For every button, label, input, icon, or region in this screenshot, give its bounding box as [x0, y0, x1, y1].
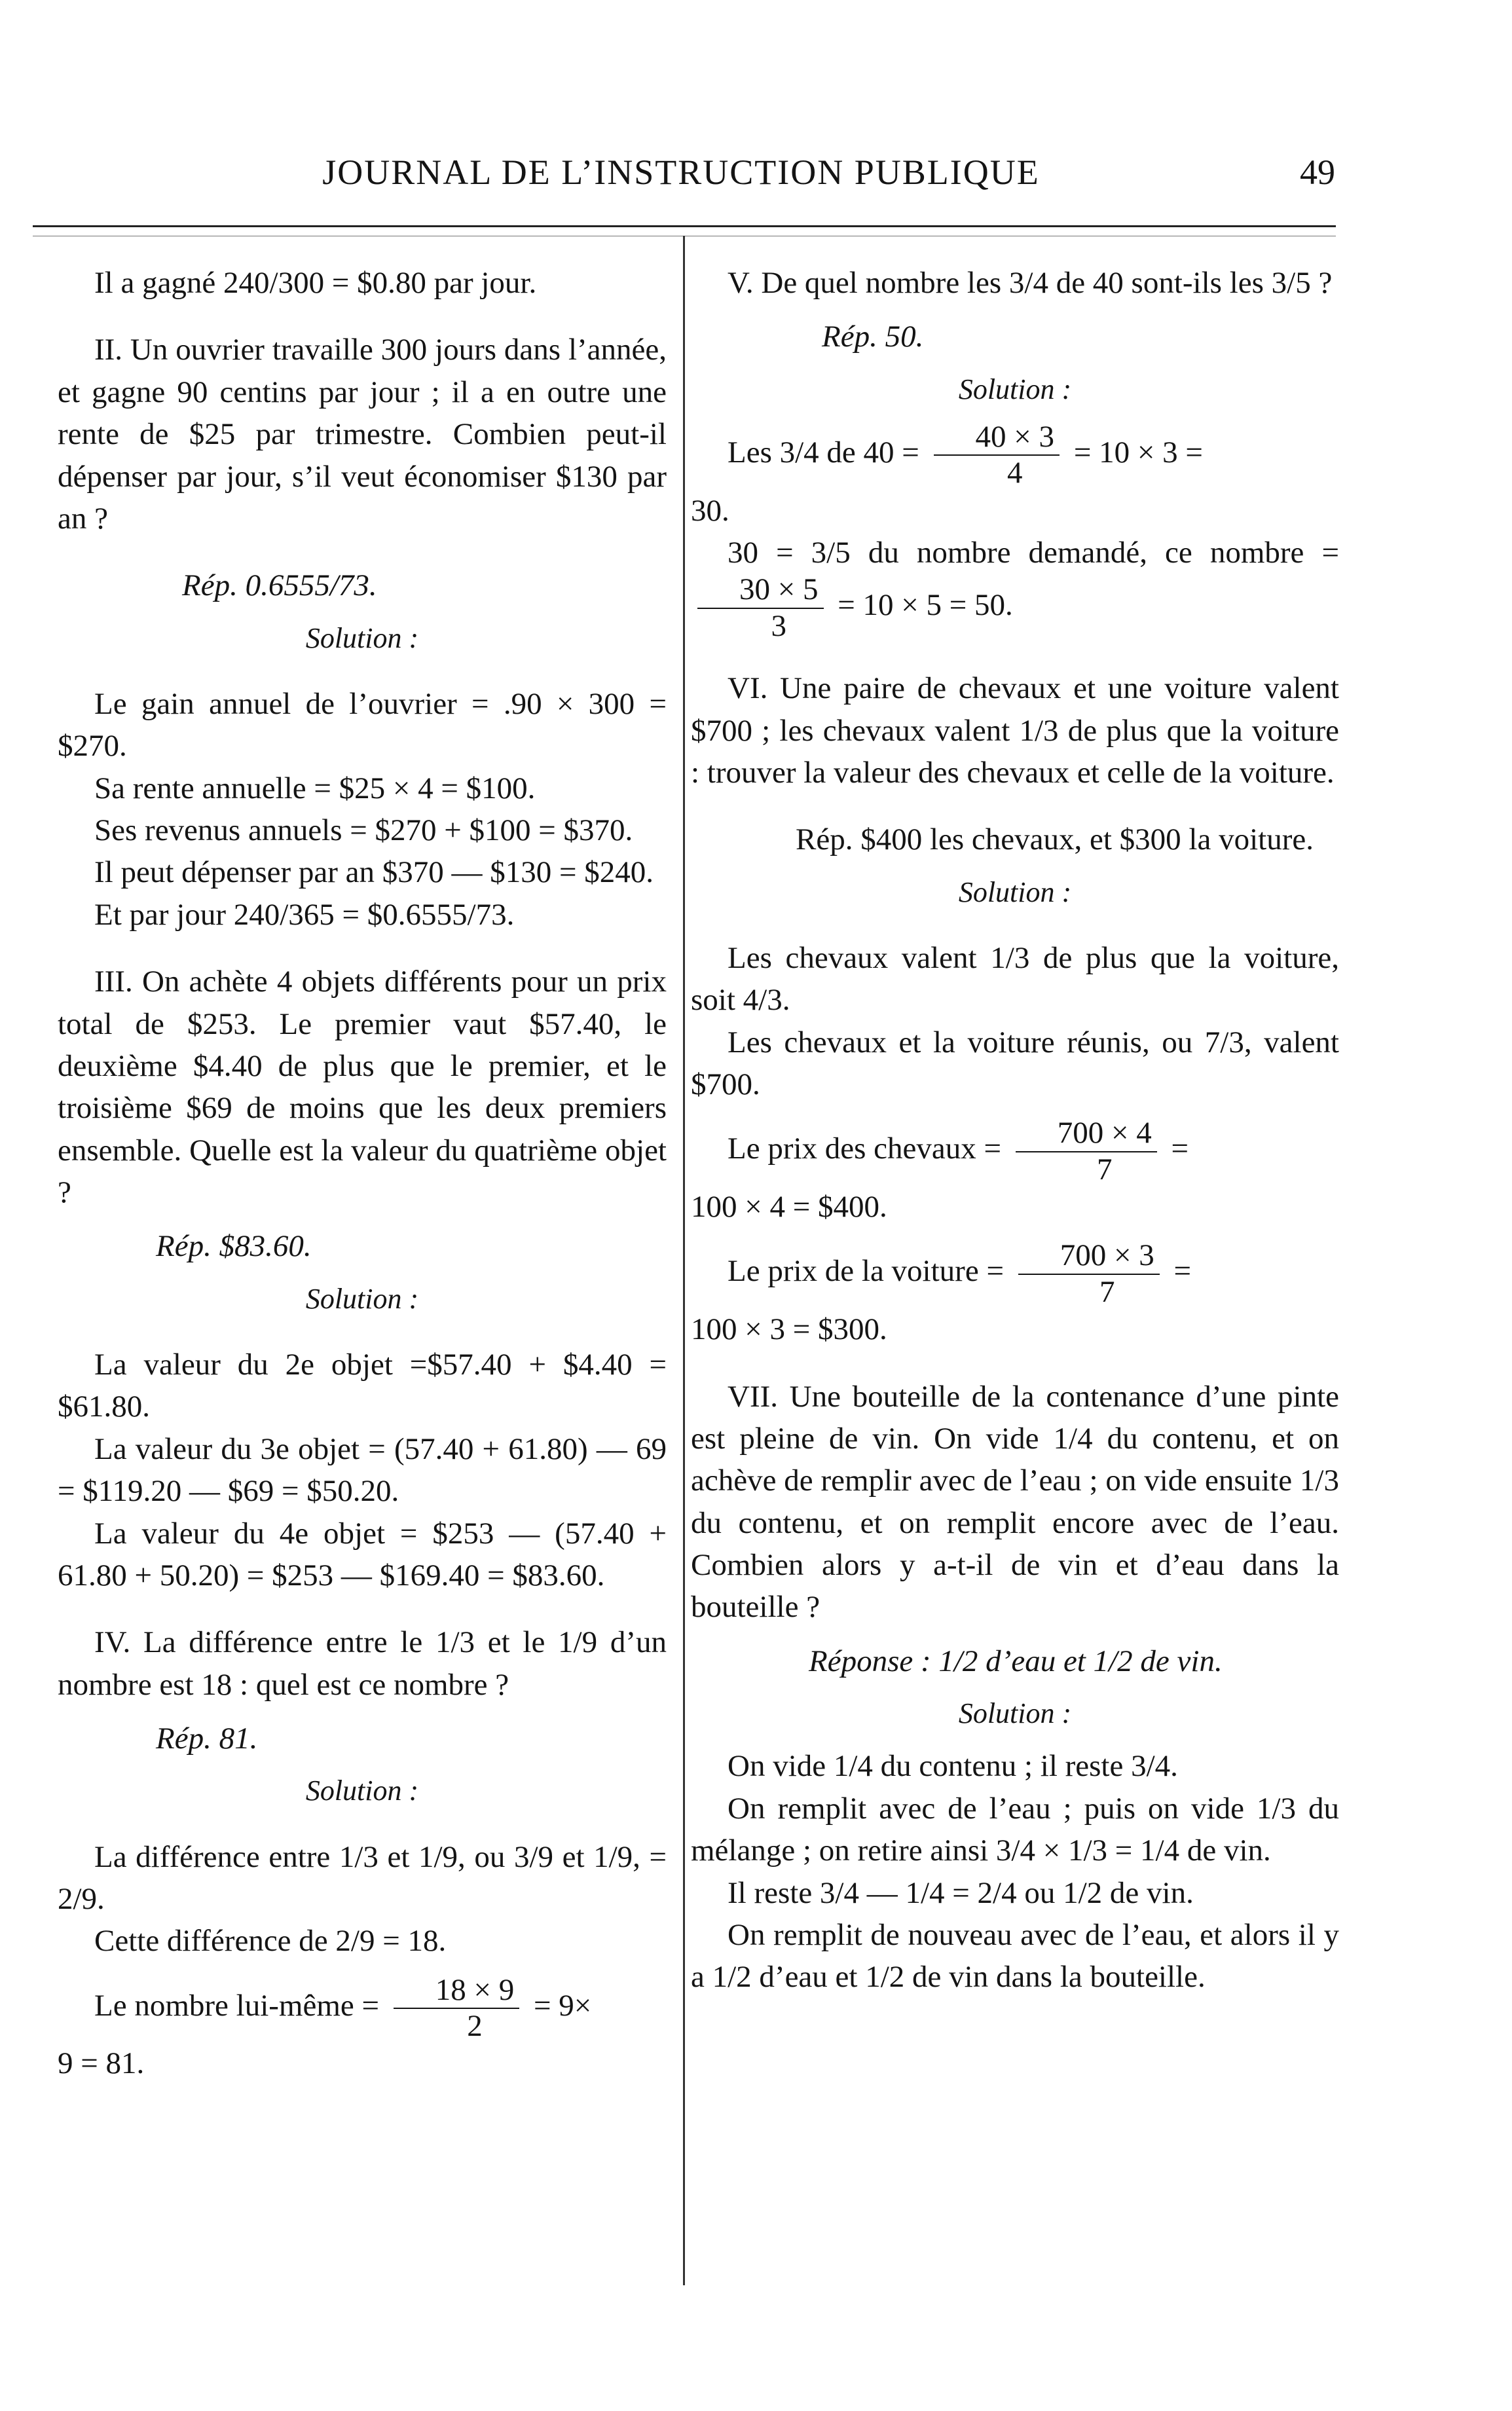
- solution-line: Il peut dépenser par an $370 — $130 = $240.: [94, 855, 654, 890]
- page-number: 49: [1300, 153, 1335, 192]
- solution-heading-v: Solution :: [958, 373, 1072, 405]
- fraction-numerator: 40 × 3: [934, 421, 1060, 456]
- answer-vi: Rép. $400 les chevaux, et $300 la voiture.: [796, 822, 1314, 857]
- solution-line: On remplit de nouveau avec de l’eau, et alors il y a 1/2 d’eau et 1/2 de vin dans la bouteille.: [691, 1917, 1339, 1995]
- problem-vi: VI. Une paire de chevaux et une voiture valent $700 ; les chevaux valent 1/3 de plus que la voiture : trouver la valeur des chevaux et celle de la voiture.: [691, 671, 1339, 790]
- equation-text: =: [1171, 1132, 1189, 1166]
- answer-iv: Rép. 81.: [156, 1721, 258, 1756]
- equation-text: Les 3/4 de 40 =: [728, 435, 919, 470]
- equation-text: = 10 × 3 =: [1073, 435, 1203, 470]
- solution-line: 30.: [691, 493, 729, 528]
- answer-v: Rép. 50.: [822, 320, 924, 354]
- solution-line: Il reste 3/4 — 1/4 = 2/4 ou 1/2 de vin.: [728, 1875, 1194, 1910]
- equation-text: Le nombre lui-même =: [94, 1988, 380, 2023]
- solution-line: Les chevaux et la voiture réunis, ou 7/3, valent $700.: [691, 1025, 1339, 1102]
- problem-iv: IV. La différence entre le 1/3 et le 1/9 d’un nombre est 18 : quel est ce nombre ?: [58, 1625, 667, 1702]
- equation-line: [691, 1117, 1339, 1186]
- solution-line: Sa rente annuelle = $25 × 4 = $100.: [94, 771, 536, 805]
- text-line: Il a gagné 240/300 = $0.80 par jour.: [94, 266, 537, 300]
- journal-title: JOURNAL DE L’INSTRUCTION PUBLIQUE: [322, 153, 1040, 192]
- solution-heading-vi: Solution :: [958, 875, 1072, 908]
- right-column: [691, 262, 1339, 1998]
- solution-line: La valeur du 2e objet =$57.40 + $4.40 = $61.80.: [58, 1348, 667, 1424]
- solution-line: 100 × 4 = $400.: [691, 1190, 887, 1224]
- solution-line: Cette différence de 2/9 = 18.: [94, 1924, 447, 1959]
- solution-heading-iii: Solution :: [305, 1282, 419, 1315]
- solution-heading-iv: Solution :: [305, 1775, 419, 1807]
- solution-line: Le gain annuel de l’ouvrier = .90 × 300 = $270.: [58, 686, 667, 764]
- equation-text: 30 = 3/5 du nombre demandé, ce nombre =: [728, 536, 1339, 570]
- solution-line: On vide 1/4 du contenu ; il reste 3/4.: [728, 1749, 1178, 1784]
- solution-line: Les chevaux valent 1/3 de plus que la voiture, soit 4/3.: [691, 940, 1339, 1018]
- equation-line: [691, 1240, 1339, 1308]
- fraction-denominator: 3: [771, 608, 786, 643]
- equation-line: [691, 421, 1339, 490]
- fraction: [1016, 1117, 1157, 1186]
- solution-heading-vii: Solution :: [958, 1697, 1072, 1730]
- answer-iii: Rép. $83.60.: [156, 1229, 312, 1264]
- equation-text: = 10 × 5 = 50.: [838, 588, 1013, 623]
- fraction: [934, 421, 1060, 490]
- header-rule: [33, 225, 1336, 227]
- solution-line: 9 = 81.: [58, 2046, 145, 2081]
- fraction: [394, 1974, 520, 2043]
- solution-line: On remplit avec de l’eau ; puis on vide 1/3 du mélange ; on retire ainsi 3/4 × 1/3 = 1/4 de vin.: [691, 1791, 1339, 1868]
- solution-line: Et par jour 240/365 = $0.6555/73.: [94, 897, 515, 932]
- equation-line: [58, 1974, 667, 2043]
- solution-heading-ii: Solution :: [305, 621, 419, 654]
- solution-line: La valeur du 4e objet = $253 — (57.40 + 61.80 + 50.20) = $253 — $169.40 = $83.60.: [58, 1516, 667, 1592]
- equation-text: = 9×: [534, 1988, 592, 2023]
- equation-text: Le prix de la voiture =: [728, 1254, 1004, 1289]
- fraction-denominator: 2: [467, 2009, 483, 2044]
- solution-line: La valeur du 3e objet = (57.40 + 61.80) — 69 = $119.20 — $69 = $50.20.: [58, 1431, 667, 1509]
- fraction-numerator: 18 × 9: [394, 1974, 520, 2009]
- answer-vii: Réponse : 1/2 d’eau et 1/2 de vin.: [809, 1644, 1223, 1678]
- problem-v: V. De quel nombre les 3/4 de 40 sont-ils les 3/5 ?: [728, 266, 1333, 300]
- solution-line: Ses revenus annuels = $270 + $100 = $370.: [94, 813, 633, 848]
- fraction-numerator: 700 × 4: [1016, 1117, 1157, 1152]
- fraction-denominator: 7: [1097, 1152, 1113, 1187]
- fraction-numerator: 700 × 3: [1018, 1240, 1160, 1274]
- fraction-denominator: 7: [1099, 1274, 1115, 1309]
- equation-text: Le prix des chevaux =: [728, 1132, 1002, 1166]
- equation-line: [691, 532, 1339, 642]
- left-column: [58, 262, 667, 2085]
- page-header: [0, 152, 1512, 204]
- problem-ii: II. Un ouvrier travaille 300 jours dans l’année, et gagne 90 centins par jour ; il a en outre une rente de $25 par trimestre. Combien peut-il dépenser par jour, s’il veut économiser $130 par an ?: [58, 333, 667, 536]
- column-divider: [683, 236, 685, 2285]
- fraction-denominator: 4: [1007, 456, 1023, 490]
- fraction-numerator: 30 × 5: [697, 574, 824, 608]
- solution-line: La différence entre 1/3 et 1/9, ou 3/9 et 1/9, = 2/9.: [58, 1839, 667, 1917]
- equation-text: =: [1173, 1254, 1191, 1289]
- solution-line: 100 × 3 = $300.: [691, 1312, 887, 1347]
- problem-vii: VII. Une bouteille de la contenance d’une pinte est pleine de vin. On vide 1/4 du contenu, et on achève de remplir avec de l’eau ; on vide ensuite 1/3 du contenu, et on remplit encore avec de l’eau. Combien alors y a-t-il de vin et d’eau dans la bouteille ?: [691, 1379, 1339, 1625]
- problem-iii: III. On achète 4 objets différents pour un prix total de $253. Le premier vaut $57.40, le deuxième $4.40 de plus que le premier, et le troisième $69 de moins que les deux premiers ensemble. Quelle est la valeur du quatrième objet ?: [58, 965, 667, 1210]
- answer-ii: Rép. 0.6555/73.: [182, 568, 377, 603]
- fraction: [697, 574, 824, 642]
- fraction: [1018, 1240, 1160, 1308]
